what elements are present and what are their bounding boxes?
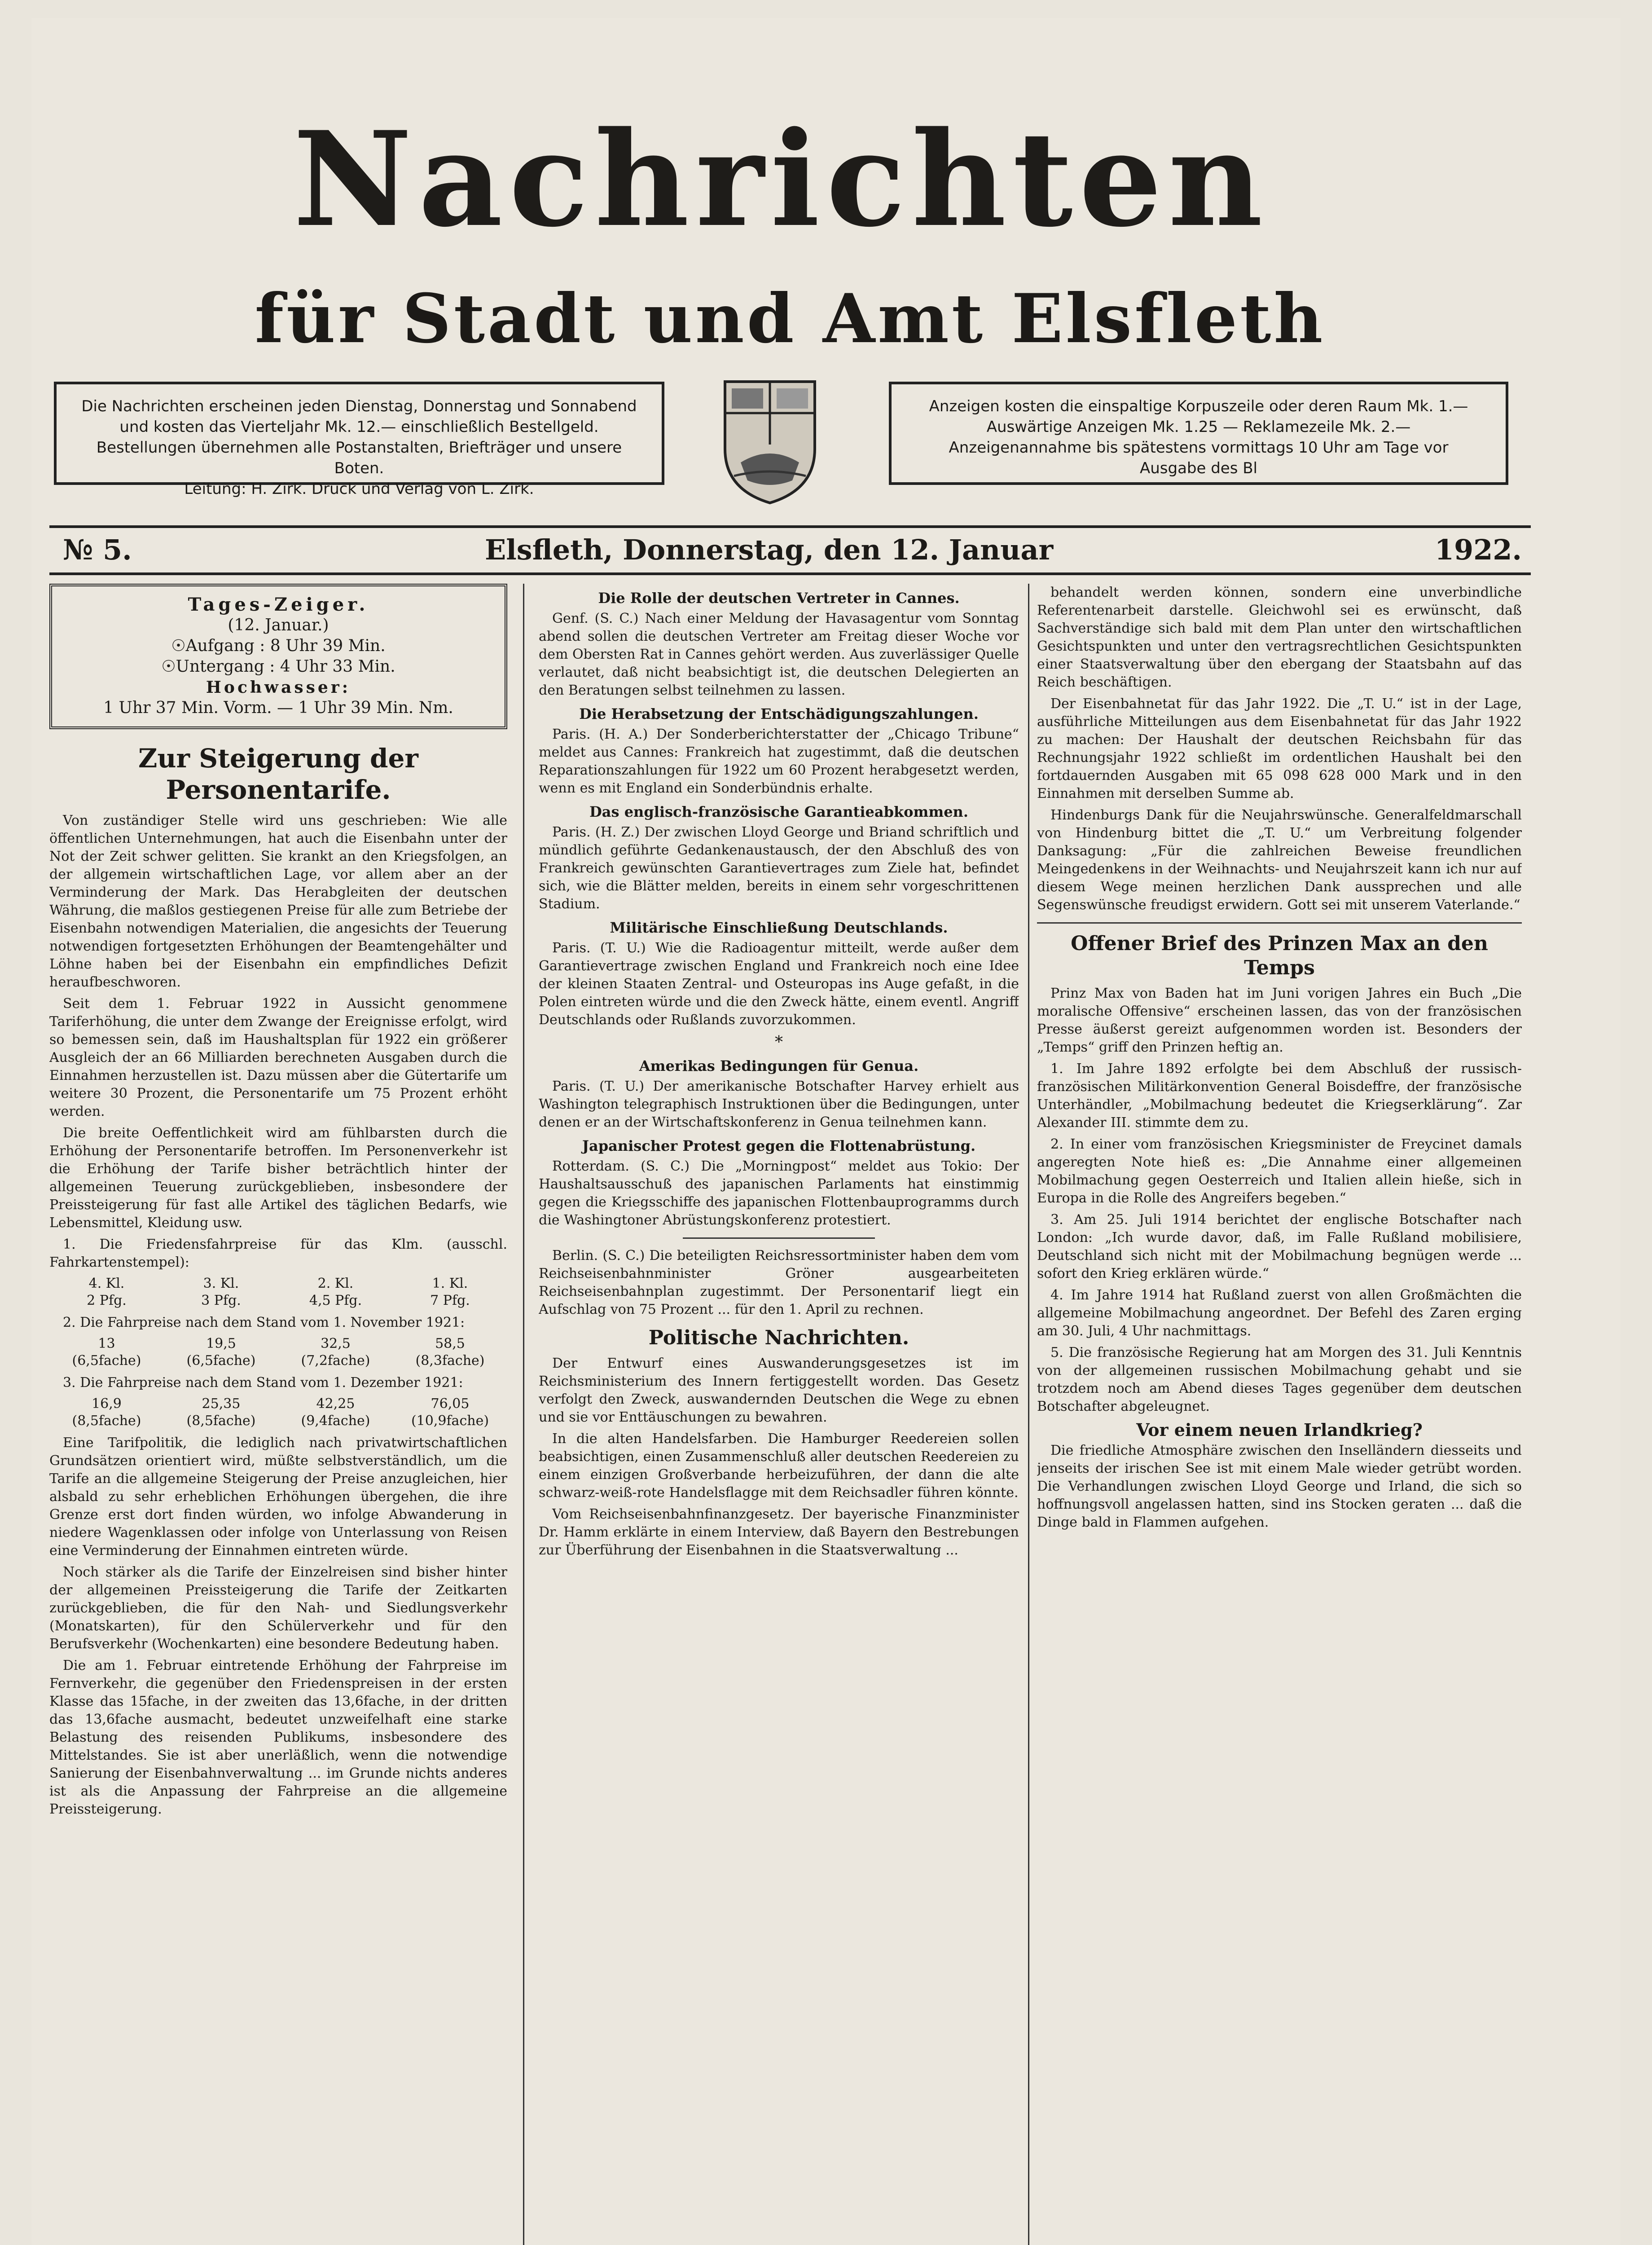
coat-of-arms-icon [718,373,822,507]
section-heading: Japanischer Protest gegen die Flottenabrüstung. [582,1137,976,1154]
paragraph: Noch stärker als die Tarife der Einzelreisen sind bisher hinter der allgemeinen Preissteigerung die Tarife der Zeitkarten zurückgeblieben, die für den Nah- und Siedlungsverkehr (Monatskarten), für den Schülerverkehr und für den Berufsverkehr (Wochenkarten) eine besondere Bedeutung haben. [49,1564,507,1652]
paragraph: 2. In einer vom französischen Kriegsminister de Freycinet damals angeregten Note hieß es: „Die Annahme einer allgemeinen Mobilmachung gegen Oesterreich und Italien allein hieße, sich in Europa in die Rolle des Angreifers begeben.“ [1037,1136,1522,1206]
paragraph: 5. Die französische Regierung hat am Morgen des 31. Juli Kenntnis von der allgemeinen russischen Mobilmachung gehabt und sie trotzdem noch am Abend dieses Tages gegenüber dem deutschen Botschafter abgeleugnet. [1037,1345,1522,1414]
paragraph: 1. Im Jahre 1892 erfolgte bei dem Abschluß der russisch-französischen Militärkonvention General Boisdeffre, der französische Unterhändler, „Mobilmachung bedeutet die Kriegserklärung“. Zar Alexander III. stimmte dem zu. [1037,1061,1522,1131]
table-cell: (6,5fache) [186,1353,256,1369]
paragraph: Prinz Max von Baden hat im Juni vorigen Jahres ein Buch „Die moralische Offensive“ erscheinen lassen, das von der französischen Presse äußerst gereizt aufgenommen worden ist. Besonders der „Temps“ griff den Prinzen heftig an. [1037,986,1522,1055]
paragraph: 4. Im Jahre 1914 hat Rußland zuerst von allen Großmächten die allgemeine Mobilmachung angeordnet. Der Befehl des Zaren erging am 30. Juli, 4 Uhr nachmittags. [1037,1287,1522,1339]
info-line: Bestellungen übernehmen alle Postanstalten, Briefträger und unsere Boten. [96,439,622,477]
paragraph: 3. Am 25. Juli 1914 berichtet der englische Botschafter nach London: „Ich wurde davor, daß, im Falle Rußland mobilisiere, Deutschland sich nicht mit der Mobilmachung begnügen werde ... sofort den Krieg erklären würde.“ [1037,1212,1522,1281]
info-line: Anzeigen kosten die einspaltige Korpuszeile oder deren Raum Mk. 1.— [929,397,1468,415]
paragraph: Hindenburgs Dank für die Neujahrswünsche. Generalfeldmarschall von Hindenburg bittet die „T. U.“ um Verbreitung folgender Danksagung: „Für die zahlreichen Beweise freundlichen Meingedenkens in der Weihnachts- und Neujahrszeit kann ich nur auf diesem Wege meinen herzlichen Dank aussprechen und alle Segenswünsche freudigst erwidern. Gott sei mit unserem Vaterlande.“ [1037,807,1522,913]
tageszeiger-title: Tages-Zeiger. [188,594,369,615]
column-2 [539,584,1019,2245]
column-3 [1037,584,1522,2245]
table-cell: 1. Kl. [432,1276,468,1291]
fare-table-title: 1. Die Friedensfahrpreise für das Klm. (ausschl. Fahrkartenstempel): [49,1237,507,1270]
paragraph: Vom Reichseisenbahnfinanzgesetz. Der bayerische Finanzminister Dr. Hamm erklärte in einem Interview, daß Bayern den Bestrebungen zur Überführung der Eisenbahnen in die Staatsverwaltung ... [539,1506,1019,1558]
section-headline: Politische Nachrichten. [648,1326,909,1349]
table-cell: 32,5 [321,1336,351,1351]
table-cell: 4. Kl. [88,1276,125,1291]
section-heading: Die Rolle der deutschen Vertreter in Cannes. [598,590,960,607]
fare-table-1 [49,1275,507,1309]
divider [683,1237,875,1239]
info-line: und kosten das Vierteljahr Mk. 12.— einschließlich Bestellgeld. [119,418,599,436]
masthead-subtitle: für Stadt und Amt Elsfleth [255,279,1326,358]
table-cell: 3. Kl. [203,1276,239,1291]
paragraph: Die am 1. Februar eintretende Erhöhung der Fahrpreise im Fernverkehr, die gegenüber den Friedenspreisen in der ersten Klasse das 15fache, in der zweiten das 13,6fache, in der dritten das 13,6fache ausmacht, bedeutet unzweifelhaft eine starke Belastung des reisenden Publikums, insbesondere des Mittelstandes. Sie ist aber unerläßlich, wenn die notwendige Sanierung der Eisenbahnverwaltung ... im Grunde nichts anderes ist als die Anpassung der Fahrpreise an die allgemeine Preissteigerung. [49,1658,507,1817]
section-heading: Amerikas Bedingungen für Genua. [639,1057,919,1074]
paragraph: Paris. (H. Z.) Der zwischen Lloyd George und Briand schriftlich und mündlich geführte Gedankenaustausch, der den Abschluß des von Frankreich gewünschten Garantievertrages zum Ziele hat, befindet sich, wie die Blätter melden, bereits in einem sehr vorgeschrittenen Stadium. [539,824,1019,912]
table-cell: (10,9fache) [411,1413,489,1429]
paragraph: Der Entwurf eines Auswanderungsgesetzes ist im Reichsministerium des Innern fertiggestellt worden. Das Gesetz verfolgt den Zweck, auswandernden Deutschen die Wege zu ebnen und sie vor Enttäuschungen zu bewahren. [539,1356,1019,1425]
paragraph: Die breite Oeffentlichkeit wird am fühlbarsten durch die Erhöhung der Personentarife betroffen. Im Personenverkehr ist die Erhöhung der Tarife bisher beträchtlich hinter der allgemeinen Teuerung zurückgeblieben, insbesondere der Preissteigerung für fast alle Artikel des täglichen Bedarfs, wie Lebensmittel, Kleidung usw. [49,1125,507,1231]
column-1 [49,584,507,2245]
hochwasser-title: Hochwasser: [206,678,351,697]
table-cell: (7,2fache) [301,1353,370,1369]
paragraph: Paris. (H. A.) Der Sonderberichterstatter der „Chicago Tribune“ meldet aus Cannes: Frankreich hat zugestimmt, daß die deutschen Reparationszahlungen für 1922 um 60 Prozent herabgesetzt werden, wenn es mit England ein Sonderbündnis erhalte. [539,726,1019,796]
article-headline: Offener Brief des Prinzen Max an den Temps [1071,932,1488,979]
fare-table-title: 2. Die Fahrpreise nach dem Stand vom 1. November 1921: [63,1315,465,1330]
table-cell: 19,5 [206,1336,236,1351]
table-cell: 13 [98,1336,115,1351]
section-heading: Das englisch-französische Garantieabkommen. [589,803,968,820]
hochwasser: 1 Uhr 37 Min. Vorm. — 1 Uhr 39 Min. Nm. [103,699,453,717]
table-cell: 42,25 [316,1396,355,1412]
issue-line [63,530,1522,570]
info-line: Anzeigenannahme bis spätestens vormittags 10 Uhr am Tage vor [949,439,1449,457]
table-cell: (8,5fache) [72,1413,141,1429]
subscription-info-box [54,382,664,498]
table-cell: 7 Pfg. [430,1293,470,1308]
section-heading: Die Herabsetzung der Entschädigungszahlungen. [579,705,979,722]
issue-number: № 5. [63,533,132,566]
table-cell: 2. Kl. [317,1276,354,1291]
table-cell: (8,5fache) [186,1413,256,1429]
tageszeiger-box [49,584,507,729]
paragraph: Paris. (T. U.) Wie die Radioagentur mitteilt, werde außer dem Garantievertrage zwischen England und Frankreich noch eine Idee der kleinen Staaten Zentral- und Osteuropas ins Auge gefaßt, in die Polen eintreten würde und die den Zweck hätte, einem eventl. Angriff Deutschlands oder Rußlands zuvorzukommen. [539,940,1019,1028]
sunrise: ☉Aufgang : 8 Uhr 39 Min. [171,637,386,655]
divider [1037,922,1522,924]
article-headline: Zur Steigerung der Personentarife. [138,743,418,805]
table-cell: 76,05 [431,1396,470,1412]
paragraph: Eine Tarifpolitik, die lediglich nach privatwirtschaftlichen Grundsätzen orientiert wird, müßte selbstverständlich, um die Tarife an die allgemeine Steigerung der Preise anzugleichen, hier alsbald zu sehr erheblichen Erhöhungen übergehen, die ihre Grenze erst dort finden würden, wo infolge Abwanderung in niedere Wagenklassen oder infolge von Unterlassung von Reisen eine Verminderung der Einnahmen eintreten würde. [49,1435,507,1558]
section-heading: Vor einem neuen Irlandkrieg? [1136,1420,1423,1440]
divider [49,525,1531,528]
table-cell: 25,35 [202,1396,241,1412]
column-divider [523,584,524,2245]
paragraph: Von zuständiger Stelle wird uns geschrieben: Wie alle öffentlichen Unternehmungen, hat auch die Eisenbahn unter der Not der Zeit schwer gelitten. Sie krankt an den Kriegsfolgen, an der allgemein wirtschaftlichen Lage, vor allem aber an der Verminderung der Mark. Das Herabgleiten der deutschen Währung, die maßlos gestiegenen Preise für alle zum Betriebe der Eisenbahn notwendigen Materialien, die angesichts der Teuerung notwendigen fortgesetzten Erhöhungen der Beamtengehälter und Löhne haben bei der Eisenbahn ein empfindliches Defizit heraufbeschworen. [49,813,507,990]
table-cell: (6,5fache) [72,1353,141,1369]
table-cell: 4,5 Pfg. [309,1293,362,1308]
table-cell: 3 Pfg. [201,1293,241,1308]
masthead-title: Nachrichten [293,103,1270,256]
paragraph: behandelt werden können, sondern eine unverbindliche Referentenarbeit darstelle. Gleichwohl sei es erwünscht, daß Sachverständige sich bald mit dem Plan unter den wirtschaftlichen Gesichtspunkten und unter den vertragsrechtlichen Gesichtspunkten einer Staatsverwaltung über den ebergang der Staatsbahn auf das Reich beschäftigen. [1037,585,1522,690]
table-cell: 2 Pfg. [87,1293,127,1308]
paragraph: Seit dem 1. Februar 1922 in Aussicht genommene Tariferhöhung, die unter dem Zwange der Ereignisse erfolgt, wird so bemessen sein, daß im Haushaltsplan für 1922 ein größerer Ausgleich der an 66 Milliarden berechneten Ausgaben durch die Einnahmen herzustellen ist. Dazu müssen aber die Gütertarife um weitere 30 Prozent, die Personentarife um 75 Prozent erhöht werden. [49,996,507,1119]
table-cell: 58,5 [435,1336,465,1351]
paragraph: Paris. (T. U.) Der amerikanische Botschafter Harvey erhielt aus Washington telegraphisch Instruktionen über die Bedingungen, unter denen er an der Wirtschaftskonferenz in Genua teilnehmen kann. [539,1078,1019,1130]
issue-year: 1922. [1434,533,1522,566]
issue-dateline: Elsfleth, Donnerstag, den 12. Januar [485,533,1054,566]
paragraph: Der Eisenbahnetat für das Jahr 1922. Die „T. U.“ ist in der Lage, ausführliche Mitteilungen aus dem Eisenbahnetat für das Jahr 1922 zu machen: Der Haushalt der deutschen Reichsbahn für das Rechnungsjahr 1922 schließt im ordentlichen Haushalt bei den fortdauernden Ausgaben mit 65 098 628 000 Mark und in den Einnahmen mit derselben Summe ab. [1037,696,1522,801]
paragraph: Die friedliche Atmosphäre zwischen den Inselländern diesseits und jenseits der irischen See ist mit einem Male wieder getrübt worden. Die Verhandlungen zwischen Lloyd George und Irland, die sich so hoffnungsvoll angelassen hatten, sind ins Stocken geraten ... daß die Dinge bald in Flammen aufgehen. [1037,1443,1522,1530]
info-line: Ausgabe des Bl [1139,459,1258,477]
fare-table-3 [49,1395,507,1430]
table-cell: 16,9 [92,1396,122,1412]
tageszeiger-date: (12. Januar.) [228,616,329,634]
section-heading: Militärische Einschließung Deutschlands. [610,919,948,936]
separator-star: * [775,1033,783,1052]
fare-table-title: 3. Die Fahrpreise nach dem Stand vom 1. Dezember 1921: [63,1375,463,1391]
info-line: Die Nachrichten erscheinen jeden Dienstag, Donnerstag und Sonnabend [81,397,637,415]
paragraph: Genf. (S. C.) Nach einer Meldung der Havasagentur vom Sonntag abend sollen die deutschen Vertreter am Freitag dieser Woche vor dem Obersten Rat in Cannes gehört werden. Aus zuverlässiger Quelle verlautet, daß nicht beabsichtigt ist, die deutschen Delegierten an den Beratungen selbst teilnehmen zu lassen. [539,611,1019,698]
info-line: Auswärtige Anzeigen Mk. 1.25 — Reklamezeile Mk. 2.— [986,418,1411,436]
table-cell: (8,3fache) [415,1353,485,1369]
advertising-info-box [889,382,1508,485]
divider [49,572,1531,575]
paragraph: Rotterdam. (S. C.) Die „Morningpost“ meldet aus Tokio: Der Haushaltsausschuß des japanischen Parlaments hat einstimmig gegen die Kriegsschiffe des japanischen Flottenbauprogramms durch die Washingtoner Abrüstungskonferenz protestiert. [539,1158,1019,1228]
column-divider [1028,584,1029,2245]
sunset: ☉Untergang : 4 Uhr 33 Min. [161,657,395,676]
paragraph: In die alten Handelsfarben. Die Hamburger Reedereien sollen beabsichtigen, einen Zusammenschluß aller deutschen Reedereien zu einem einzigen Großverbande herbeizuführen, der dann die alte schwarz-weiß-rote Handelsflagge mit dem Reichsadler führen könnte. [539,1431,1019,1501]
paragraph: Berlin. (S. C.) Die beteiligten Reichsressortminister haben dem vom Reichseisenbahnminister Gröner ausgearbeiteten Reichseisenbahnplan zugestimmt. Der Personentarif liegt ein Aufschlag von 75 Prozent ... für den 1. April zu rechnen. [539,1248,1019,1317]
fare-table-2 [49,1335,507,1369]
table-cell: (9,4fache) [301,1413,370,1429]
info-line: Leitung: H. Zirk. Druck und Verlag von L. Zirk. [184,480,534,498]
